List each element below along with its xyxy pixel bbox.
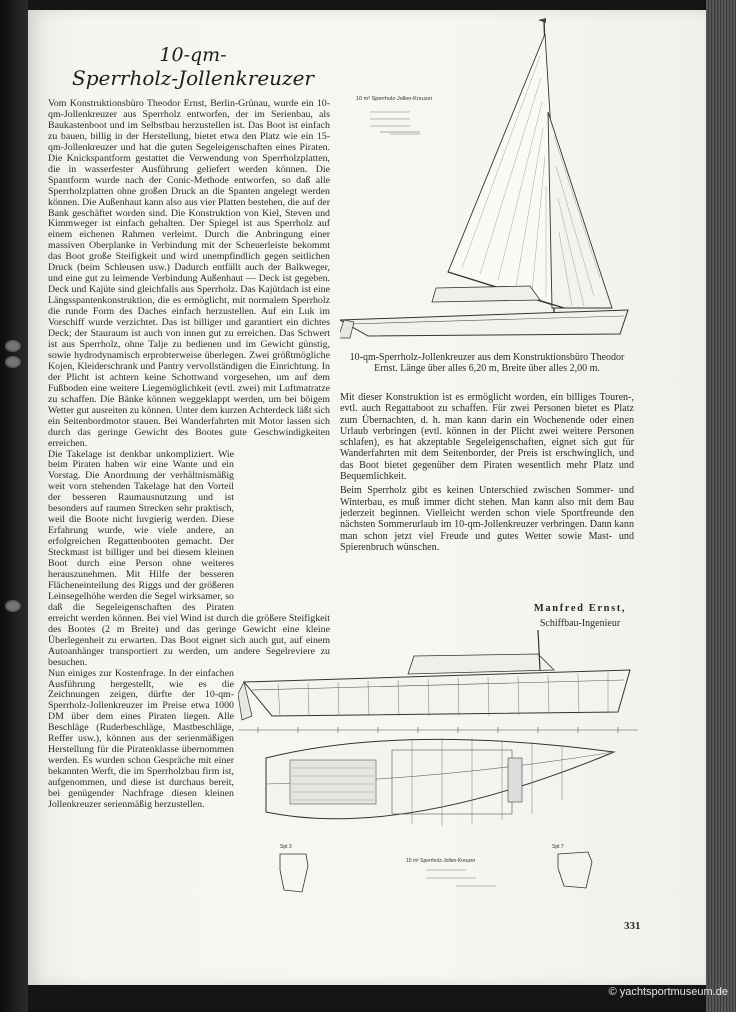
- binding-ring: [5, 356, 21, 368]
- page-number: 331: [624, 920, 641, 932]
- figure-caption: 10-qm-Sperrholz-Jollenkreuzer aus dem Konstruktionsbüro Theodor Ernst. Länge über alles 6,20 m, Breite über alles 2,00 m.: [349, 352, 625, 374]
- left-paragraph-2: Die Takelage ist denkbar unkompliziert. Wie beim Piraten haben wir eine Wante und ein Vorstag. Die Anordnung der verhältnismäßig weit vorn stehenden Takelage hat den Vorteil der besseren Raumausnutzung und ist besonders auf raumen Strecken sehr praktisch, weil die Boote nicht luvgierig werden. Diese Erfahrung wurde, wie viele andere, an erfolgreichen Regattenbooten gemacht. Der Steckmast ist billiger und bei diesem kleinen Boot durch eine Person ohne weiteres herauszunehmen. Mit Hilfe der besseren Flächeneinteilung des Riggs und der größeren Leinsegelhöhe werden die Segel wirksamer, so daß die Segeleigenschaften des Piraten erreicht werden können. Bei viel Wind ist durch die größere Steifigkeit des Bootes (2 m Breite) und das geringe Gewicht eine kleine Überlegenheit zu erwarten. Das Boot eignet sich auch gut, auf einem Autoanhänger transportiert zu werden, um andere Segelreviere zu besuchen.: [48, 448, 330, 668]
- author-role: Schiffbau-Ingenieur: [539, 618, 621, 629]
- author-name: Manfred Ernst,: [533, 603, 627, 614]
- book-binding: [0, 0, 28, 1012]
- author-signature: [520, 603, 640, 629]
- left-paragraph-1: Vom Konstruktionsbüro Theodor Ernst, Berlin-Grünau, wurde ein 10-qm-Jollenkreuzer aus Sperrholz entworfen, der im Serienbau, als Baukastenboot und im Selbstbau herzustellen ist. Das Boot ist einfach zu bauen, billig in der Herstellung, bietet etwa den Platz wie ein 15-qm-Jollenkreuzer und hat die guten Segeleigenschaften eines Piraten. Die Knickspantform gestattet die Verwendung von Sperrholzplatten, die in wasserfester Ausführung geliefert werden können. Die Spantform wurde nach der Conic-Methode entworfen, so daß alle Sperrholzplatten ohne großen Druck an die Spanten angelegt werden können. Die Außenhaut kann also aus vier Platten bestehen, die auf der Bank geschäftet worden sind. Die Konstruktion von Kiel, Steven und Kimmweger ist einfach gehalten. Der Spiegel ist aus Sperrholz auf einem eichenen Rahmen verleimt. Durch die Anbringung einer massiven Oberplanke in Verbindung mit der Scheuerleiste bekommt das Boot große Steifigkeit und wird unempfindlich gegen seitlichen Druck (beim Schleusen usw.) Dadurch entfällt auch der Balkweger, und eine gut zu leimende Verbindung Außenhaut — Deck ist gegeben. Deck und Kajüte sind gleichfalls aus Sperrholz. Das Kajütdach ist eine Längsspantenkonstruktion, die es ermöglicht, mit normalem Sperrholz die runde Form des Daches einfach herzustellen. Auf ein Luk im Vorschiff wurde verzichtet. Das ist billiger und garantiert ein dichtes Deck; der Stauraum ist auch von innen gut zu erreichen. Das Schwert ist aus Sperrholz, ohne Talje zu bedienen und im Gewicht günstig, sowie hydrodynamisch erprobterweise überlegen. Zwei größtmögliche Kojen, Kleiderschrank und Pantry vervollständigen die Einrichtung. In der Plicht ist achtern keine Schottwand vorgesehen, um auf dem Fußboden eine weitere Liegemöglichkeit (evtl. zwei) mit Luftmatratze zu schaffen. Die Bänke können weggeklappt werden, um bei böigem Wetter gut ausreiten zu können. Unter dem kurzen Achterdeck läßt sich ein Seitenbordmotor stauen. Bei Wanderfahrten mit Motor lassen sich durch das geringe Gewicht des Bootes gute Geschwindigkeiten erreichen.: [48, 98, 330, 449]
- sail-plan-title: 10 m² Sperrholz-Jollen-Kreuzer: [356, 96, 433, 102]
- page-edges: [706, 0, 736, 1012]
- spt-label-right: Spt 7: [552, 844, 564, 850]
- deck-plan-drawing: [262, 728, 622, 838]
- binding-ring: [5, 340, 21, 352]
- article-title-line1: 10-qm-: [159, 44, 227, 66]
- sail-plan-drawing: [340, 16, 640, 350]
- left-paragraph-3: Nun einiges zur Kostenfrage. In der einfachen Ausführung hergestellt, wie es die Zeichnungen zeigen, dürfte der 10-qm-Sperrholz-Jollenkreuzer im Preise etwa 1000 DM über dem eines Piraten liegen. Alle Beschläge (Ruderbeschläge, Mastbeschläge, Reffer usw.), können aus der serienmäßigen Herstellung für die Piratenklasse übernommen werden. Es wurden schon Gespräche mit einer bekannten Werft, die im Sperrholzbau firm ist, aufgenommen, und diese ist durchaus bereit, bei genügender Nachfrage diesen kleinen Jollenkreuzer serienmäßig herzustellen.: [48, 667, 234, 810]
- right-paragraph-2: Beim Sperrholz gibt es keinen Unterschied zwischen Sommer- und Winterbau, es muß immer dicht stehen. Man kann also mit dem Bau jederzeit beginnen. Vielleicht werden schon viele Sportfreunde den nächsten Sommerurlaub im 10-qm-Jollenkreuzer verbringen. Dann kann man schon jetzt viel Freude und gutes Wetter sowie Mast- und Spierenbruch wünschen.: [340, 485, 634, 553]
- spt-label-left: Spt 3: [280, 844, 292, 850]
- binding-ring: [5, 600, 21, 612]
- right-paragraph-1: Mit dieser Konstruktion ist es ermöglicht worden, ein billiges Touren-, evtl. auch Regattaboot zu schaffen. Für zwei Personen bietet es Platz zum Übernachten, d. h. man kann darin ein Wochenende oder einen Urlaub verbringen (evtl. können in der Plicht zwei weitere Personen schlafen), es hat akzeptable Segeleigenschaften, eignet sich gut für Wanderfahrten mit dem Seitenborder, der Preis ist erschwinglich, und das Boot bietet gegenüber dem Piraten wesentlich mehr Platz und Bequemlichkeit.: [340, 392, 634, 483]
- article-title-line2: Sperrholz-Jollenkreuzer: [72, 66, 314, 90]
- profile-drawing: [238, 630, 648, 740]
- plan-title: 10 m² Sperrholz-Jollen-Kreuzer: [406, 858, 476, 864]
- figure-wrap-space: [234, 450, 330, 612]
- right-column-text: [340, 392, 634, 556]
- section-drawings: [276, 840, 616, 900]
- copyright-credit: © yachtsportmuseum.de: [608, 986, 728, 998]
